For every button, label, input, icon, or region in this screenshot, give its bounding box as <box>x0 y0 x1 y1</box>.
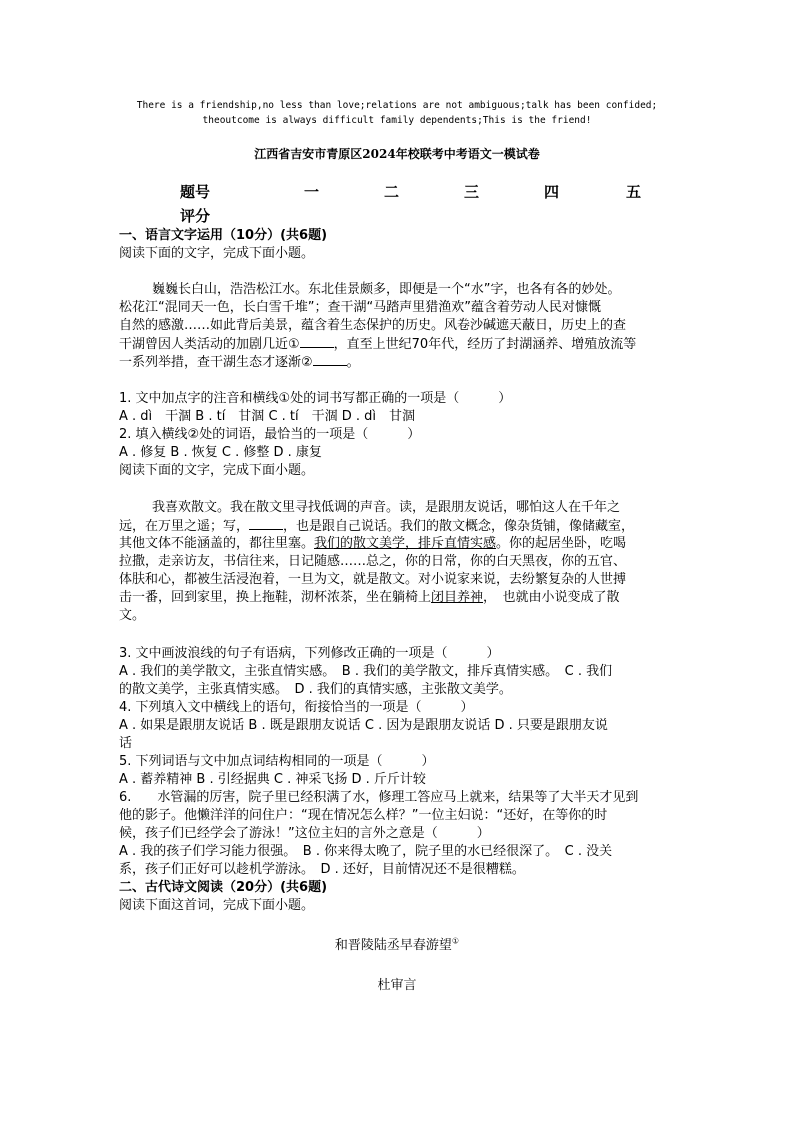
dotted-word: 闭目养神 <box>431 590 484 605</box>
passage2-line-4: 拉撒，走亲访友，书信往来，日记随感……总之，你的日常，你的白天黑夜，你的五官、 <box>119 554 627 569</box>
passage2-line-7: 文。 <box>119 608 146 623</box>
passage2-line-3a: 其他文体不能涵盖的，都往里塞。 <box>119 536 315 551</box>
blank-1 <box>300 335 334 348</box>
poem-title <box>0 934 794 953</box>
passage2-line-3 <box>119 535 626 553</box>
passage2-line-3b: 。你的起居坐卧，吃喝 <box>496 536 627 551</box>
question-6-line-3: 候，孩子们已经学会了游泳！”这位主妇的言外之意是（ ） <box>119 826 490 841</box>
wavy-sentence: 我们的散文美学，排斥直情实感 <box>314 536 497 551</box>
question-4: 4. 下列填入文中横线上的语句，衔接恰当的一项是（ ） <box>119 700 474 715</box>
passage2-line-6b: ， 也就由小说变成了散 <box>483 590 620 605</box>
blank-2 <box>313 353 347 366</box>
question-6-options-1: A . 我的孩子们学习能力很强。 B . 你来得太晚了，院子里的水已经很深了。 C . 没关 <box>119 844 613 859</box>
score-column-2: 二 <box>384 183 400 201</box>
question-4-options-2: 话 <box>119 736 133 751</box>
passage2-line-2 <box>119 517 634 536</box>
passage1-line-4 <box>119 335 636 354</box>
question-3: 3. 文中画波浪线的句子有语病，下列修改正确的一项是（ ） <box>119 646 500 661</box>
question-2-options: A . 修复 B . 恢复 C . 修整 D . 康复 <box>119 445 322 460</box>
passage1-line-5: 一系列举措，查干湖生态才逐渐② 。 <box>119 355 360 370</box>
score-row-label: 评分 <box>180 207 211 225</box>
question-6-options-2: 系，孩子们正好可以趁机学游泳。 D . 还好，目前情况还不是很糟糕。 <box>119 862 525 877</box>
passage2-line-1: 我喜欢散文。我在散文里寻找低调的声音。读，是跟朋友说话，哪怕这人在千年之 <box>152 500 621 515</box>
score-column-5: 五 <box>626 183 642 201</box>
question-3-options-2: 的散文美学，主张真情实感。 D . 我们的真情实感，主张散文美学。 <box>119 682 512 697</box>
question-6-line-2: 他的影子。他懒洋洋的问住户：“现在情况怎么样？”一位主妇说：“还好，在等你的时 <box>119 808 608 823</box>
section3-intro: 阅读下面这首词，完成下面小题。 <box>119 898 315 913</box>
passage2-line-2a: 远，在万里之遥；写， <box>119 519 250 534</box>
motto-line-1: There is a friendship,no less than love;relations are not ambiguous;talk has been confided; <box>136 100 658 111</box>
passage1-line-2: 松花江“混同天一色，长白雪千堆”；查干湖“马踏声里猎渔欢”蕴含着劳动人民对慷慨 <box>119 300 601 315</box>
motto-line-2: theoutcome is always difficult family dependents;This is the friend! <box>202 115 592 126</box>
passage2-line-6a: 击一番，回到家里，换上拖鞋，沏杯浓茶，坐在躺椅上 <box>119 590 432 605</box>
passage1-line-1: 巍巍长白山，浩浩松江水。东北佳景颇多，即便是一个“水”字，也各有各的妙处。 <box>152 282 621 297</box>
section2-intro: 阅读下面的文字，完成下面小题。 <box>119 463 315 478</box>
passage2-line-6 <box>119 589 620 607</box>
question-4-options-1: A . 如果是跟朋友说话 B . 既是跟朋友说话 C . 因为是跟朋友说话 D . 只要是跟朋友说 <box>119 718 608 733</box>
poem-author: 杜审言 <box>377 978 417 993</box>
passage1-line-4b: ，直至上世纪70年代，经历了封湖涵养、增殖放流等 <box>333 337 637 352</box>
passage1-line-5a: 一系列举措，查干湖生态才逐渐② <box>119 355 313 370</box>
section1-intro: 阅读下面的文字，完成下面小题。 <box>119 246 315 261</box>
poem-title-text: 和晋陵陆丞早春游望 <box>334 938 452 953</box>
passage1-line-4a: 干湖曾因人类活动的加剧几近① <box>119 337 300 352</box>
score-column-3: 三 <box>464 183 480 201</box>
question-1: 1. 文中加点字的注音和横线①处的词书写都正确的一项是（ ） <box>119 391 512 406</box>
question-3-options-1: A . 我们的美学散文，主张直情实感。 B . 我们的美学散文，排斥真情实感。 C . 我们 <box>119 664 613 679</box>
poem-title-note: ① <box>451 936 460 946</box>
question-2: 2. 填入横线②处的词语，最恰当的一项是（ ） <box>119 427 421 442</box>
score-table-header <box>0 181 794 205</box>
score-header-label: 题号 <box>180 183 211 201</box>
blank-3 <box>249 517 283 530</box>
section2-heading: 二、古代诗文阅读（20分）(共6题) <box>119 880 328 895</box>
passage2-line-2b: ，也是跟自己说话。我们的散文概念，像杂货铺，像储藏室， <box>283 519 635 534</box>
passage2-line-5: 体肤和心，都被生活浸泡着，一旦为文，就是散文。对小说家来说，去纷繁复杂的人世搏 <box>119 572 627 587</box>
section1-heading: 一、语言文字运用（10分）(共6题) <box>119 228 328 243</box>
question-5-options: A . 蓄养精神 B . 引经据典 C . 神采飞扬 D . 斤斤计较 <box>119 772 426 787</box>
score-column-4: 四 <box>544 183 560 201</box>
score-column-1: 一 <box>304 183 320 201</box>
question-5: 5. 下列词语与文中加点词结构相同的一项是（ ） <box>119 754 435 769</box>
question-1-options: A . dì 干涸 B . tí 甘涸 C . tí 干涸 D . dì 甘涸 <box>119 409 416 424</box>
passage1-line-3: 自然的感激……如此背后美景，蕴含着生态保护的历史。风卷沙碱遮天蔽日，历史上的查 <box>119 318 627 333</box>
question-6-line-1: 6. 水管漏的厉害，院子里已经积满了水，修理工答应马上就来，结果等了大半天才见到 <box>119 790 639 805</box>
exam-title: 江西省吉安市青原区2024年校联考中考语文一模试卷 <box>254 147 540 161</box>
